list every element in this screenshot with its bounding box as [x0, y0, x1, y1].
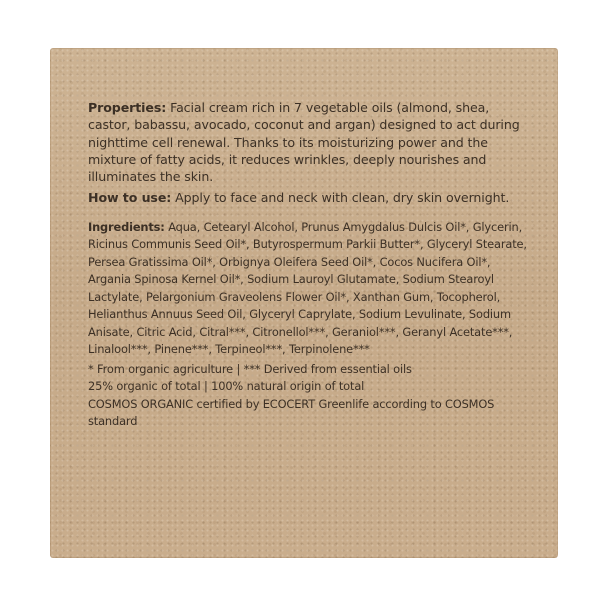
- ingredients-text: Aqua, Cetearyl Alcohol, Prunus Amygdalus Dulcis Oil*, Glycerin, Ricinus Communis Seed Oil*, Butyrospermum Parkii Butter*, Glyceryl Stearate, Persea Gratissima Oil*, Orbignya Oleifera Seed Oil*, Cocos Nucifera Oil*, Argania Spinosa Kernel Oil*, Sodium Lauroyl Glutamate, Sodium Stearoyl Lactylate, Pelargonium Graveolens Flower Oil*, Xanthan Gum, Tocopherol, Helianthus Annuus Seed Oil, Glyceryl Caprylate, Sodium Levulinate, Sodium Anisate, Citric Acid, Citral***, Citronellol***, Geraniol***, Geranyl Acetate***, Linalool***, Pinene***, Terpineol***, Terpinolene***: [88, 219, 527, 357]
- certification-text: COSMOS ORGANIC certified by ECOCERT Greenlife according to COSMOS standard: [88, 396, 495, 429]
- properties-text: Facial cream rich in 7 vegetable oils (almond, shea, castor, babassu, avocado, coconut and argan) designed to act during nighttime cell renewal. Thanks to its moisturizing power and the mixture of fatty acids, it reduces wrinkles, deeply nourishes and illuminates the skin.: [88, 100, 520, 185]
- footnote-percent: 25% organic of total | 100% natural origin of total: [88, 379, 365, 394]
- how-to-use-heading: How to use:: [88, 190, 172, 206]
- product-label-text: [88, 99, 528, 431]
- footnote-origin: * From organic agriculture | *** Derived from essential oils: [88, 361, 412, 376]
- how-to-use-text: Apply to face and neck with clean, dry skin overnight.: [175, 190, 510, 206]
- ingredients-heading: Ingredients:: [88, 219, 165, 234]
- how-to-use-paragraph: [88, 189, 528, 206]
- properties-paragraph: [88, 99, 528, 185]
- ingredients-paragraph: [88, 219, 528, 359]
- properties-heading: Properties:: [88, 100, 167, 115]
